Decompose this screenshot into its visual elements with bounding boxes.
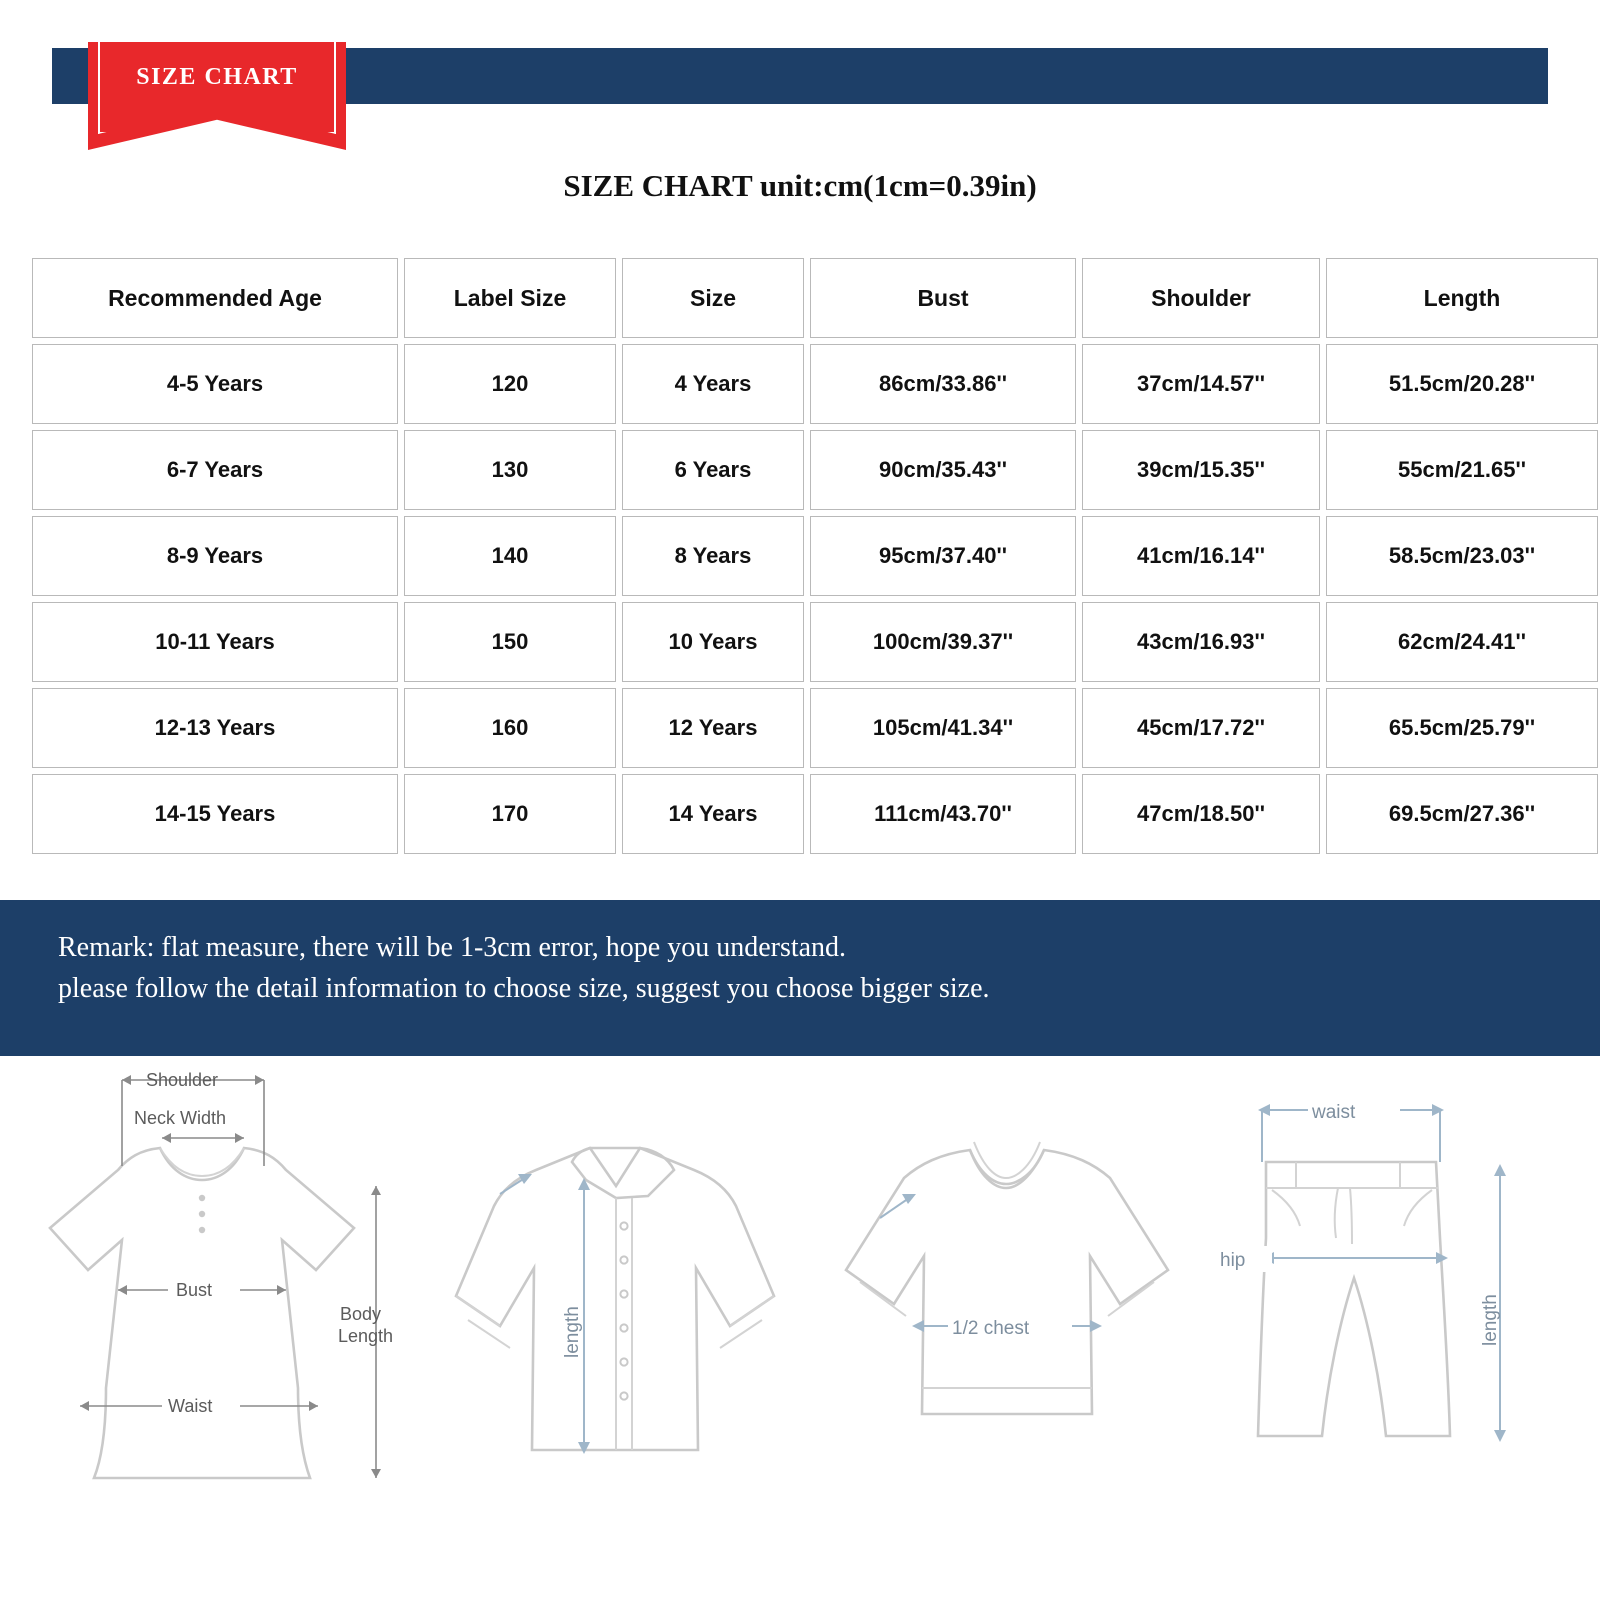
table-cell: 55cm/21.65'': [1326, 430, 1598, 510]
table-cell: 14-15 Years: [32, 774, 398, 854]
table-cell: 150: [404, 602, 616, 682]
table-cell: 6 Years: [622, 430, 804, 510]
table-row: [32, 344, 1598, 424]
table-row: [32, 516, 1598, 596]
page-title: SIZE CHART unit:cm(1cm=0.39in): [563, 168, 1037, 203]
table-cell: 12 Years: [622, 688, 804, 768]
table-cell: 140: [404, 516, 616, 596]
figure-sweatshirt: [820, 1058, 1200, 1558]
ribbon-label: SIZE CHART: [136, 64, 298, 90]
remark-band: [0, 900, 1600, 1056]
table-cell: 10-11 Years: [32, 602, 398, 682]
table-cell: 86cm/33.86'': [810, 344, 1076, 424]
table-cell: 47cm/18.50'': [1082, 774, 1320, 854]
table-cell: 120: [404, 344, 616, 424]
table-cell: 69.5cm/27.36'': [1326, 774, 1598, 854]
table-header-cell: Bust: [810, 258, 1076, 338]
table-row: [32, 774, 1598, 854]
size-table-container: [26, 252, 1574, 860]
table-cell: 10 Years: [622, 602, 804, 682]
table-cell: 100cm/39.37'': [810, 602, 1076, 682]
svg-text:waist: waist: [1312, 1102, 1356, 1123]
table-cell: 41cm/16.14'': [1082, 516, 1320, 596]
svg-text:Shoulder: Shoulder: [146, 1070, 219, 1090]
svg-text:Body: Body: [340, 1304, 382, 1324]
svg-text:hip: hip: [1220, 1250, 1246, 1271]
measurement-illustrations: [0, 1058, 1600, 1578]
size-table: [26, 252, 1600, 860]
table-cell: 45cm/17.72'': [1082, 688, 1320, 768]
table-cell: 58.5cm/23.03'': [1326, 516, 1598, 596]
table-cell: 39cm/15.35'': [1082, 430, 1320, 510]
table-cell: 43cm/16.93'': [1082, 602, 1320, 682]
table-cell: 12-13 Years: [32, 688, 398, 768]
figure-shirt: [440, 1058, 820, 1558]
table-cell: 4 Years: [622, 344, 804, 424]
table-cell: 111cm/43.70'': [810, 774, 1076, 854]
table-cell: 130: [404, 430, 616, 510]
table-cell: 51.5cm/20.28'': [1326, 344, 1598, 424]
table-header-cell: Recommended Age: [32, 258, 398, 338]
svg-text:Waist: Waist: [168, 1396, 213, 1416]
svg-text:Bust: Bust: [176, 1280, 213, 1300]
svg-text:1/2 chest: 1/2 chest: [952, 1318, 1030, 1339]
table-header-cell: Length: [1326, 258, 1598, 338]
figure-dress: [10, 1058, 430, 1558]
table-cell: 90cm/35.43'': [810, 430, 1076, 510]
table-cell: 37cm/14.57'': [1082, 344, 1320, 424]
table-cell: 105cm/41.34'': [810, 688, 1076, 768]
table-cell: 62cm/24.41'': [1326, 602, 1598, 682]
table-cell: 65.5cm/25.79'': [1326, 688, 1598, 768]
table-cell: 8-9 Years: [32, 516, 398, 596]
table-cell: 160: [404, 688, 616, 768]
table-header-cell: Shoulder: [1082, 258, 1320, 338]
table-row: [32, 688, 1598, 768]
remark-line-2: please follow the detail information to choose size, suggest you choose bigger size.: [58, 972, 990, 1004]
table-cell: 170: [404, 774, 616, 854]
table-cell: 14 Years: [622, 774, 804, 854]
table-cell: 8 Years: [622, 516, 804, 596]
table-cell: 6-7 Years: [32, 430, 398, 510]
svg-text:length: length: [562, 1306, 583, 1358]
figure-pants: [1200, 1058, 1590, 1558]
table-row: [32, 602, 1598, 682]
table-header-cell: Label Size: [404, 258, 616, 338]
svg-text:length: length: [1480, 1294, 1501, 1346]
table-row: [32, 430, 1598, 510]
table-header-cell: Size: [622, 258, 804, 338]
svg-text:Length: Length: [338, 1326, 394, 1346]
table-header-row: [32, 258, 1598, 338]
table-cell: 95cm/37.40'': [810, 516, 1076, 596]
svg-text:Neck Width: Neck Width: [134, 1108, 227, 1128]
remark-line-1: Remark: flat measure, there will be 1-3cm error, hope you understand.: [58, 932, 847, 963]
size-chart-ribbon: [88, 42, 346, 150]
table-cell: 4-5 Years: [32, 344, 398, 424]
